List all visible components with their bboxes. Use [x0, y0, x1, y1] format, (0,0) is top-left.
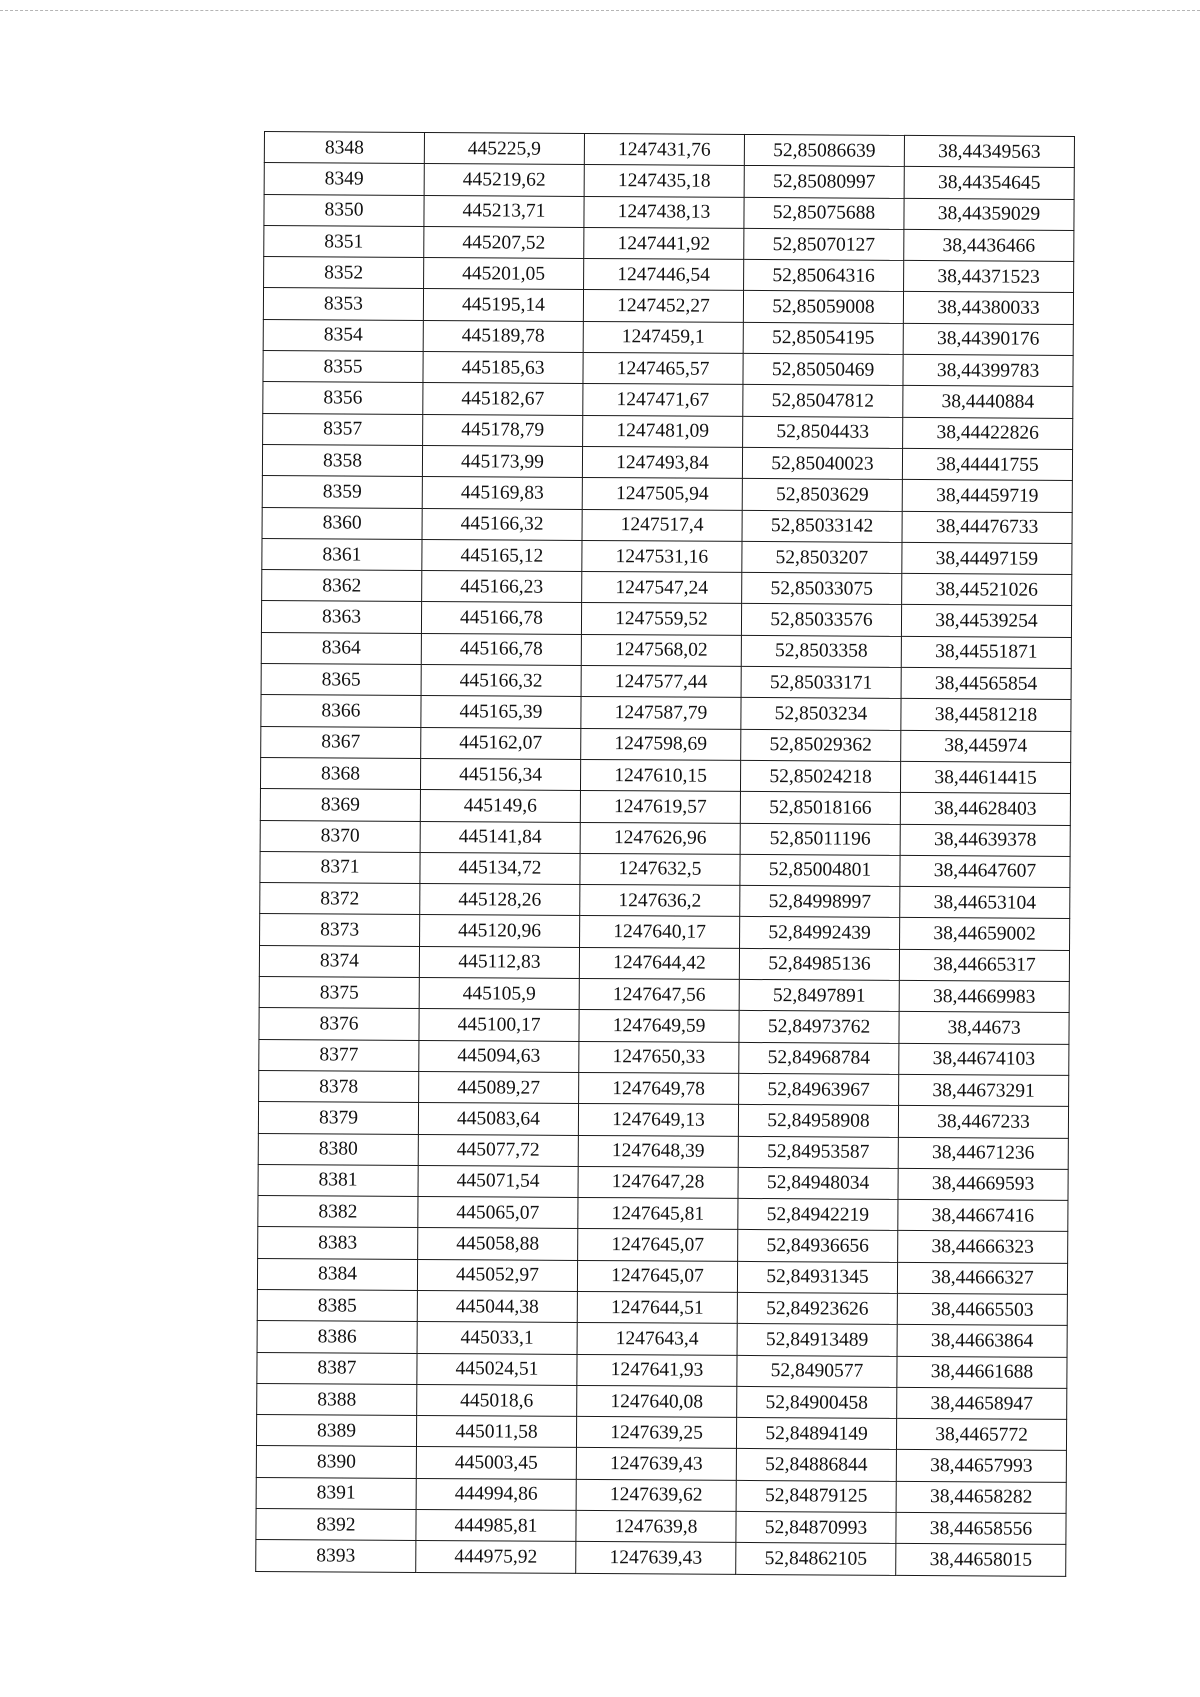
latitude-cell: 52,85054195	[743, 322, 903, 354]
y-coordinate-cell: 1247626,96	[580, 822, 740, 854]
latitude-cell: 52,8503234	[741, 698, 901, 730]
table-row	[256, 1415, 1066, 1451]
point-number-cell: 8371	[260, 851, 420, 883]
latitude-cell: 52,85033171	[741, 666, 901, 698]
longitude-cell: 38,44639378	[900, 824, 1070, 856]
latitude-cell: 52,85086639	[744, 134, 904, 166]
x-coordinate-cell: 445185,63	[423, 352, 583, 384]
y-coordinate-cell: 1247645,81	[578, 1198, 738, 1230]
x-coordinate-cell: 445195,14	[423, 289, 583, 321]
latitude-cell: 52,84862105	[736, 1543, 896, 1575]
longitude-cell: 38,44354645	[904, 167, 1074, 199]
latitude-cell: 52,85033142	[742, 510, 902, 542]
table-row	[258, 1164, 1068, 1200]
point-number-cell: 8352	[264, 257, 424, 289]
table-row	[263, 382, 1073, 418]
longitude-cell: 38,44422826	[903, 417, 1073, 449]
latitude-cell: 52,85050469	[743, 354, 903, 386]
y-coordinate-cell: 1247452,27	[583, 290, 743, 322]
longitude-cell: 38,44669983	[899, 980, 1069, 1012]
table-row	[256, 1477, 1066, 1513]
y-coordinate-cell: 1247598,69	[581, 728, 741, 760]
latitude-cell: 52,8497891	[739, 979, 899, 1011]
longitude-cell: 38,44371523	[904, 261, 1074, 293]
point-number-cell: 8358	[262, 444, 422, 476]
y-coordinate-cell: 1247639,43	[576, 1448, 736, 1480]
longitude-cell: 38,44667416	[898, 1199, 1068, 1231]
x-coordinate-cell: 445128,26	[420, 884, 580, 916]
table-row	[257, 1258, 1067, 1294]
x-coordinate-cell: 445169,83	[422, 477, 582, 509]
y-coordinate-cell: 1247559,52	[581, 603, 741, 635]
x-coordinate-cell: 445166,32	[421, 665, 581, 697]
point-number-cell: 8359	[262, 476, 422, 508]
longitude-cell: 38,44666327	[897, 1262, 1067, 1294]
latitude-cell: 52,84936656	[738, 1230, 898, 1262]
point-number-cell: 8382	[258, 1196, 418, 1228]
x-coordinate-cell: 445207,52	[424, 226, 584, 258]
latitude-cell: 52,84879125	[736, 1480, 896, 1512]
y-coordinate-cell: 1247639,8	[576, 1510, 736, 1542]
y-coordinate-cell: 1247649,78	[579, 1072, 739, 1104]
latitude-cell: 52,85075688	[744, 197, 904, 229]
latitude-cell: 52,84973762	[739, 1011, 899, 1043]
table-row	[257, 1383, 1067, 1419]
x-coordinate-cell: 445182,67	[423, 383, 583, 415]
latitude-cell: 52,85018166	[740, 792, 900, 824]
point-number-cell: 8353	[263, 288, 423, 320]
latitude-cell: 52,84894149	[736, 1418, 896, 1450]
longitude-cell: 38,44476733	[902, 511, 1072, 543]
y-coordinate-cell: 1247645,07	[577, 1260, 737, 1292]
longitude-cell: 38,44349563	[904, 135, 1074, 167]
y-coordinate-cell: 1247639,62	[576, 1479, 736, 1511]
latitude-cell: 52,84948034	[738, 1167, 898, 1199]
x-coordinate-cell: 445094,63	[419, 1040, 579, 1072]
table-row	[256, 1446, 1066, 1482]
longitude-cell: 38,44673	[899, 1012, 1069, 1044]
latitude-cell: 52,85047812	[743, 385, 903, 417]
table-row	[264, 132, 1074, 168]
x-coordinate-cell: 445162,07	[421, 727, 581, 759]
longitude-cell: 38,44581218	[901, 699, 1071, 731]
latitude-cell: 52,85033075	[742, 573, 902, 605]
point-number-cell: 8385	[257, 1289, 417, 1321]
table-row	[261, 695, 1071, 731]
point-number-cell: 8349	[264, 163, 424, 195]
latitude-cell: 52,8503629	[742, 479, 902, 511]
longitude-cell: 38,44539254	[901, 605, 1071, 637]
point-number-cell: 8378	[259, 1070, 419, 1102]
longitude-cell: 38,4436466	[904, 229, 1074, 261]
longitude-cell: 38,44399783	[903, 354, 1073, 386]
table-row	[264, 257, 1074, 293]
x-coordinate-cell: 445071,54	[418, 1165, 578, 1197]
latitude-cell: 52,84985136	[739, 948, 899, 980]
x-coordinate-cell: 444994,86	[416, 1478, 576, 1510]
latitude-cell: 52,85024218	[740, 760, 900, 792]
point-number-cell: 8356	[263, 382, 423, 414]
x-coordinate-cell: 445173,99	[422, 445, 582, 477]
latitude-cell: 52,85004801	[740, 854, 900, 886]
x-coordinate-cell: 445058,88	[418, 1228, 578, 1260]
x-coordinate-cell: 445089,27	[419, 1071, 579, 1103]
x-coordinate-cell: 445011,58	[416, 1416, 576, 1448]
x-coordinate-cell: 445044,38	[417, 1290, 577, 1322]
point-number-cell: 8393	[256, 1540, 416, 1572]
longitude-cell: 38,44669593	[898, 1168, 1068, 1200]
longitude-cell: 38,44380033	[903, 292, 1073, 324]
table-row	[261, 632, 1071, 668]
y-coordinate-cell: 1247446,54	[584, 259, 744, 291]
longitude-cell: 38,44663864	[897, 1325, 1067, 1357]
y-coordinate-cell: 1247644,51	[577, 1291, 737, 1323]
x-coordinate-cell: 445033,1	[417, 1322, 577, 1354]
y-coordinate-cell: 1247644,42	[579, 947, 739, 979]
longitude-cell: 38,44441755	[902, 448, 1072, 480]
longitude-cell: 38,44658556	[896, 1512, 1066, 1544]
point-number-cell: 8370	[260, 820, 420, 852]
table-row	[263, 319, 1073, 355]
longitude-cell: 38,44647607	[900, 855, 1070, 887]
y-coordinate-cell: 1247640,17	[580, 916, 740, 948]
latitude-cell: 52,84886844	[736, 1449, 896, 1481]
longitude-cell: 38,44659002	[900, 918, 1070, 950]
longitude-cell: 38,4467233	[898, 1106, 1068, 1138]
table-row	[262, 507, 1072, 543]
y-coordinate-cell: 1247587,79	[581, 697, 741, 729]
y-coordinate-cell: 1247619,57	[580, 791, 740, 823]
longitude-cell: 38,44658947	[897, 1387, 1067, 1419]
table-row	[259, 1070, 1069, 1106]
table-row	[258, 1227, 1068, 1263]
point-number-cell: 8375	[259, 977, 419, 1009]
table-row	[260, 757, 1070, 793]
point-number-cell: 8374	[259, 945, 419, 977]
y-coordinate-cell: 1247639,25	[576, 1417, 736, 1449]
x-coordinate-cell: 444985,81	[416, 1510, 576, 1542]
x-coordinate-cell: 445166,32	[422, 508, 582, 540]
point-number-cell: 8389	[256, 1415, 416, 1447]
point-number-cell: 8379	[258, 1102, 418, 1134]
latitude-cell: 52,85064316	[744, 260, 904, 292]
table-row	[264, 194, 1074, 230]
x-coordinate-cell: 445052,97	[417, 1259, 577, 1291]
table-row	[262, 476, 1072, 512]
longitude-cell: 38,44665317	[899, 949, 1069, 981]
y-coordinate-cell: 1247471,67	[583, 384, 743, 416]
y-coordinate-cell: 1247465,57	[583, 353, 743, 385]
table-row	[257, 1289, 1067, 1325]
x-coordinate-cell: 445065,07	[418, 1197, 578, 1229]
x-coordinate-cell: 445166,78	[421, 633, 581, 665]
longitude-cell: 38,44666323	[898, 1231, 1068, 1263]
table-row	[257, 1352, 1067, 1388]
point-number-cell: 8384	[257, 1258, 417, 1290]
latitude-cell: 52,85029362	[741, 729, 901, 761]
point-number-cell: 8365	[261, 664, 421, 696]
y-coordinate-cell: 1247639,43	[576, 1542, 736, 1574]
longitude-cell: 38,44653104	[900, 887, 1070, 919]
table-row	[258, 1102, 1068, 1138]
x-coordinate-cell: 445225,9	[424, 132, 584, 164]
x-coordinate-cell: 445219,62	[424, 164, 584, 196]
latitude-cell: 52,85011196	[740, 823, 900, 855]
y-coordinate-cell: 1247547,24	[582, 572, 742, 604]
latitude-cell: 52,8503207	[742, 541, 902, 573]
longitude-cell: 38,445974	[901, 730, 1071, 762]
point-number-cell: 8391	[256, 1477, 416, 1509]
x-coordinate-cell: 445077,72	[418, 1134, 578, 1166]
latitude-cell: 52,84992439	[740, 917, 900, 949]
latitude-cell: 52,8490577	[737, 1355, 897, 1387]
y-coordinate-cell: 1247647,28	[578, 1166, 738, 1198]
page-top-edge	[0, 10, 1200, 11]
y-coordinate-cell: 1247505,94	[582, 478, 742, 510]
x-coordinate-cell: 445018,6	[417, 1384, 577, 1416]
y-coordinate-cell: 1247645,07	[578, 1229, 738, 1261]
latitude-cell: 52,84923626	[737, 1292, 897, 1324]
y-coordinate-cell: 1247441,92	[584, 227, 744, 259]
table-row	[262, 444, 1072, 480]
x-coordinate-cell: 445156,34	[420, 758, 580, 790]
table-row	[260, 914, 1070, 950]
table-row	[260, 789, 1070, 825]
coordinates-table-body	[256, 132, 1075, 1577]
x-coordinate-cell: 445105,9	[419, 977, 579, 1009]
point-number-cell: 8360	[262, 507, 422, 539]
point-number-cell: 8381	[258, 1164, 418, 1196]
longitude-cell: 38,44459719	[902, 480, 1072, 512]
y-coordinate-cell: 1247650,33	[579, 1041, 739, 1073]
latitude-cell: 52,84968784	[739, 1042, 899, 1074]
latitude-cell: 52,84900458	[737, 1386, 897, 1418]
point-number-cell: 8386	[257, 1321, 417, 1353]
latitude-cell: 52,84953587	[738, 1136, 898, 1168]
table-row	[259, 977, 1069, 1013]
longitude-cell: 38,44497159	[902, 542, 1072, 574]
x-coordinate-cell: 445166,78	[421, 602, 581, 634]
table-row	[256, 1540, 1066, 1576]
point-number-cell: 8366	[261, 695, 421, 727]
point-number-cell: 8361	[262, 538, 422, 570]
latitude-cell: 52,84958908	[738, 1105, 898, 1137]
latitude-cell: 52,84963967	[739, 1073, 899, 1105]
table-row	[257, 1321, 1067, 1357]
point-number-cell: 8350	[264, 194, 424, 226]
y-coordinate-cell: 1247568,02	[581, 634, 741, 666]
latitude-cell: 52,84942219	[738, 1199, 898, 1231]
table-row	[261, 664, 1071, 700]
point-number-cell: 8368	[260, 757, 420, 789]
point-number-cell: 8369	[260, 789, 420, 821]
longitude-cell: 38,44565854	[901, 667, 1071, 699]
latitude-cell: 52,84913489	[737, 1324, 897, 1356]
point-number-cell: 8363	[261, 601, 421, 633]
longitude-cell: 38,44674103	[899, 1043, 1069, 1075]
table-row	[263, 351, 1073, 387]
table-row	[261, 726, 1071, 762]
y-coordinate-cell: 1247632,5	[580, 853, 740, 885]
point-number-cell: 8364	[261, 632, 421, 664]
y-coordinate-cell: 1247493,84	[582, 446, 742, 478]
longitude-cell: 38,44628403	[900, 793, 1070, 825]
x-coordinate-cell: 445083,64	[418, 1103, 578, 1135]
point-number-cell: 8372	[260, 883, 420, 915]
table-row	[260, 883, 1070, 919]
y-coordinate-cell: 1247636,2	[580, 885, 740, 917]
point-number-cell: 8373	[260, 914, 420, 946]
table-row	[262, 570, 1072, 606]
longitude-cell: 38,44671236	[898, 1137, 1068, 1169]
point-number-cell: 8383	[258, 1227, 418, 1259]
y-coordinate-cell: 1247577,44	[581, 665, 741, 697]
latitude-cell: 52,84931345	[737, 1261, 897, 1293]
y-coordinate-cell: 1247640,08	[577, 1385, 737, 1417]
table-row	[262, 538, 1072, 574]
x-coordinate-cell: 445149,6	[420, 790, 580, 822]
y-coordinate-cell: 1247517,4	[582, 509, 742, 541]
table-row	[261, 601, 1071, 637]
point-number-cell: 8390	[256, 1446, 416, 1478]
point-number-cell: 8367	[261, 726, 421, 758]
x-coordinate-cell: 445134,72	[420, 852, 580, 884]
latitude-cell: 52,8504433	[743, 416, 903, 448]
table-row	[263, 288, 1073, 324]
table-row	[260, 851, 1070, 887]
table-row	[259, 1039, 1069, 1075]
point-number-cell: 8354	[263, 319, 423, 351]
longitude-cell: 38,44521026	[902, 574, 1072, 606]
x-coordinate-cell: 445189,78	[423, 320, 583, 352]
x-coordinate-cell: 444975,92	[416, 1541, 576, 1573]
point-number-cell: 8388	[257, 1383, 417, 1415]
x-coordinate-cell: 445201,05	[424, 258, 584, 290]
x-coordinate-cell: 445166,23	[422, 571, 582, 603]
x-coordinate-cell: 445213,71	[424, 195, 584, 227]
point-number-cell: 8357	[263, 413, 423, 445]
coordinates-table	[255, 131, 1075, 1577]
longitude-cell: 38,44661688	[897, 1356, 1067, 1388]
longitude-cell: 38,44359029	[904, 198, 1074, 230]
table-row	[258, 1133, 1068, 1169]
x-coordinate-cell: 445024,51	[417, 1353, 577, 1385]
longitude-cell: 38,44614415	[900, 761, 1070, 793]
y-coordinate-cell: 1247431,76	[584, 133, 744, 165]
y-coordinate-cell: 1247649,13	[578, 1104, 738, 1136]
point-number-cell: 8355	[263, 351, 423, 383]
point-number-cell: 8351	[264, 225, 424, 257]
x-coordinate-cell: 445003,45	[416, 1447, 576, 1479]
y-coordinate-cell: 1247438,13	[584, 196, 744, 228]
latitude-cell: 52,8503358	[741, 635, 901, 667]
point-number-cell: 8387	[257, 1352, 417, 1384]
longitude-cell: 38,44658282	[896, 1481, 1066, 1513]
x-coordinate-cell: 445165,12	[422, 539, 582, 571]
table-row	[259, 945, 1069, 981]
latitude-cell: 52,85040023	[742, 447, 902, 479]
point-number-cell: 8376	[259, 1008, 419, 1040]
y-coordinate-cell: 1247435,18	[584, 165, 744, 197]
x-coordinate-cell: 445178,79	[423, 414, 583, 446]
longitude-cell: 38,44665503	[897, 1293, 1067, 1325]
point-number-cell: 8392	[256, 1509, 416, 1541]
x-coordinate-cell: 445100,17	[419, 1009, 579, 1041]
point-number-cell: 8377	[259, 1039, 419, 1071]
table-row	[258, 1196, 1068, 1232]
y-coordinate-cell: 1247643,4	[577, 1323, 737, 1355]
table-row	[259, 1008, 1069, 1044]
longitude-cell: 38,44673291	[899, 1074, 1069, 1106]
longitude-cell: 38,4440884	[903, 386, 1073, 418]
longitude-cell: 38,44551871	[901, 636, 1071, 668]
x-coordinate-cell: 445112,83	[419, 946, 579, 978]
y-coordinate-cell: 1247459,1	[583, 321, 743, 353]
latitude-cell: 52,85070127	[744, 228, 904, 260]
latitude-cell: 52,85033576	[741, 604, 901, 636]
longitude-cell: 38,44658015	[896, 1544, 1066, 1576]
point-number-cell: 8380	[258, 1133, 418, 1165]
latitude-cell: 52,85080997	[744, 166, 904, 198]
x-coordinate-cell: 445120,96	[420, 915, 580, 947]
y-coordinate-cell: 1247531,16	[582, 540, 742, 572]
longitude-cell: 38,44657993	[896, 1450, 1066, 1482]
y-coordinate-cell: 1247481,09	[583, 415, 743, 447]
x-coordinate-cell: 445141,84	[420, 821, 580, 853]
table-row	[264, 163, 1074, 199]
y-coordinate-cell: 1247649,59	[579, 1010, 739, 1042]
y-coordinate-cell: 1247641,93	[577, 1354, 737, 1386]
table-row	[263, 413, 1073, 449]
table-row	[264, 225, 1074, 261]
y-coordinate-cell: 1247648,39	[578, 1135, 738, 1167]
table-row	[260, 820, 1070, 856]
point-number-cell: 8362	[262, 570, 422, 602]
y-coordinate-cell: 1247610,15	[580, 759, 740, 791]
x-coordinate-cell: 445165,39	[421, 696, 581, 728]
latitude-cell: 52,84870993	[736, 1511, 896, 1543]
y-coordinate-cell: 1247647,56	[579, 978, 739, 1010]
longitude-cell: 38,4465772	[896, 1419, 1066, 1451]
latitude-cell: 52,84998997	[740, 886, 900, 918]
longitude-cell: 38,44390176	[903, 323, 1073, 355]
point-number-cell: 8348	[264, 132, 424, 164]
latitude-cell: 52,85059008	[743, 291, 903, 323]
table-row	[256, 1509, 1066, 1545]
